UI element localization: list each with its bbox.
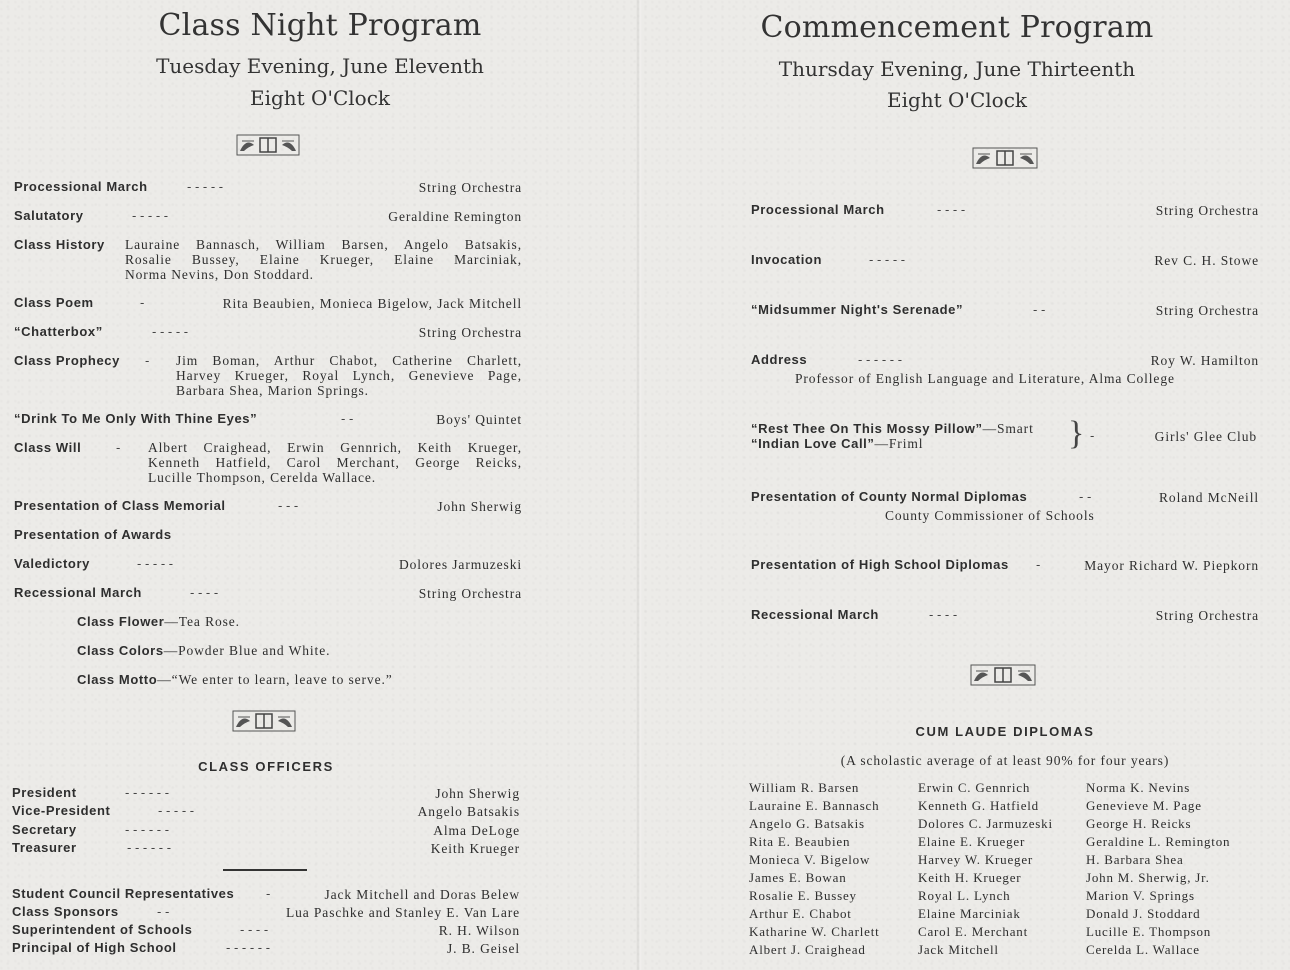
program-item-performer-line: Albert Craighead, Erwin Gennrich, Keith Krueger, <box>148 440 522 455</box>
program-item-performer: Girls' Glee Club <box>1154 429 1257 444</box>
graduate-name: Jack Mitchell <box>918 942 999 957</box>
program-item-label: Valedictory <box>14 556 90 571</box>
brace-icon: } <box>1068 415 1086 452</box>
graduate-name: Keith H. Krueger <box>918 870 1022 885</box>
program-item-performer: String Orchestra <box>1155 203 1259 218</box>
program-item-performer: Mayor Richard W. Piepkorn <box>1084 558 1259 573</box>
class-info-value: —Tea Rose. <box>164 614 240 629</box>
graduate-name: Katharine W. Charlett <box>749 924 880 939</box>
leader-dots: - - - - <box>937 202 966 217</box>
staff-title: Principal of High School <box>12 940 177 955</box>
class-night-time: Eight O'Clock <box>249 86 391 110</box>
class-info-row <box>77 643 330 659</box>
ornament-icon <box>972 147 1038 169</box>
cum-laude-note: (A scholastic average of at least 90% for four years) <box>840 753 1170 768</box>
program-item-performer: Dolores Jarmuzeski <box>398 557 522 572</box>
program-item-performer-line: Jim Boman, Arthur Chabot, Catherine Charlett, <box>176 353 522 368</box>
leader-dots: - - - - <box>929 607 958 622</box>
leader-dots: - - <box>157 904 170 919</box>
staff-title: Class Sponsors <box>12 904 119 919</box>
class-info-row <box>77 614 240 630</box>
graduate-name: Lucille E. Thompson <box>1086 924 1212 939</box>
program-item-note: Professor of English Language and Literature, Alma College <box>795 371 1175 386</box>
program-item-performers <box>125 237 522 282</box>
graduate-name: Cerelda L. Wallace <box>1086 942 1200 957</box>
program-item-composer: —Smart <box>982 421 1034 436</box>
graduate-name: Dolores C. Jarmuzeski <box>918 816 1053 831</box>
commencement-time: Eight O'Clock <box>886 88 1028 112</box>
program-item-performer-line: Rosalie Bussey, Elaine Krueger, Elaine Marciniak, <box>125 252 522 267</box>
divider <box>223 869 307 871</box>
program-item-label: “Rest Thee On This Mossy Pillow” <box>751 421 983 436</box>
class-info-row <box>77 672 393 688</box>
program-item-label: Address <box>751 352 808 367</box>
program-item-performer-line: Harvey Krueger, Royal Lynch, Genevieve Page, <box>176 368 522 383</box>
graduate-name: Norma K. Nevins <box>1086 780 1191 795</box>
program-item-label: “Chatterbox” <box>14 324 103 339</box>
program-item-label: Processional March <box>751 202 885 217</box>
program-item-performer: String Orchestra <box>1155 608 1259 623</box>
program-item-label: Invocation <box>751 252 823 267</box>
graduate-name: John M. Sherwig, Jr. <box>1086 870 1210 885</box>
program-item-label: Class Poem <box>14 295 94 310</box>
commencement-title: Commencement Program <box>760 10 1154 45</box>
leader-dots: - <box>145 353 150 368</box>
officer-title: Secretary <box>12 822 77 837</box>
program-item-label: Recessional March <box>751 607 879 622</box>
leader-dots: - - - - - <box>158 803 195 818</box>
leader-dots: - <box>1036 557 1041 572</box>
program-item-performer: Roland McNeill <box>1159 490 1259 505</box>
program-item-song <box>751 435 923 453</box>
officer-name: Alma DeLoge <box>433 823 520 838</box>
program-item-performer-line: Lauraine Bannasch, William Barsen, Angelo Batsakis, <box>125 237 522 252</box>
program-item-performer: Rev C. H. Stowe <box>1154 253 1259 268</box>
graduate-name: Erwin C. Gennrich <box>918 780 1031 795</box>
program-item-performer: John Sherwig <box>437 499 522 514</box>
program-item-performer-line: Barbara Shea, Marion Springs. <box>176 383 369 398</box>
ornament-icon <box>970 664 1036 686</box>
program-item-label: Class Prophecy <box>14 353 120 368</box>
program-item-performer: String Orchestra <box>1155 303 1259 318</box>
graduate-name: Arthur E. Chabot <box>749 906 852 921</box>
program-item-label: Processional March <box>14 179 148 194</box>
graduate-name: Geraldine L. Remington <box>1086 834 1231 849</box>
staff-name: J. B. Geisel <box>446 941 520 956</box>
leader-dots: - - - - - - <box>226 940 271 955</box>
officer-name: John Sherwig <box>435 786 520 801</box>
staff-name: Jack Mitchell and Doras Belew <box>324 887 520 902</box>
program-item-composer: —Friml <box>874 436 924 451</box>
class-info-label: Class Colors <box>77 643 164 658</box>
program-item-label: Class Will <box>14 440 82 455</box>
graduate-name: Harvey W. Krueger <box>918 852 1034 867</box>
leader-dots: - - - - - <box>132 208 169 223</box>
graduate-name: Elaine Marciniak <box>918 906 1021 921</box>
commencement-page <box>640 0 1290 970</box>
leader-dots: - - - - - - <box>858 352 903 367</box>
leader-dots: - - - - - - <box>125 822 170 837</box>
graduate-name: Marion V. Springs <box>1086 888 1195 903</box>
program-item-label: Presentation of County Normal Diplomas <box>751 489 1028 504</box>
leader-dots: - - - - - <box>137 556 174 571</box>
cum-laude-heading: CUM LAUDE DIPLOMAS <box>915 724 1095 739</box>
leader-dots: - <box>266 886 271 901</box>
program-item-label: Presentation of High School Diplomas <box>751 557 1009 572</box>
graduate-name: Lauraine E. Bannasch <box>749 798 880 813</box>
leader-dots: - - - - - <box>869 252 906 267</box>
graduate-name: Rita E. Beaubien <box>749 834 851 849</box>
graduate-name: Elaine E. Krueger <box>918 834 1026 849</box>
program-item-performer: Roy W. Hamilton <box>1150 353 1259 368</box>
graduate-name: William R. Barsen <box>749 780 860 795</box>
leader-dots: - - - - <box>190 585 219 600</box>
class-night-page <box>0 0 640 970</box>
staff-title: Student Council Representatives <box>12 886 235 901</box>
officers-heading: CLASS OFFICERS <box>198 759 334 774</box>
officer-name: Angelo Batsakis <box>417 804 520 819</box>
class-night-day: Tuesday Evening, June Eleventh <box>156 54 484 78</box>
staff-title: Superintendent of Schools <box>12 922 193 937</box>
leader-dots: - - <box>341 411 354 426</box>
leader-dots: - - <box>1033 302 1046 317</box>
leader-dots: - - - - - <box>152 324 189 339</box>
graduate-name: Genevieve M. Page <box>1086 798 1202 813</box>
program-item-label: Presentation of Awards <box>14 527 172 542</box>
program-item-performer: Geraldine Remington <box>388 209 522 224</box>
program-item-performer: Rita Beaubien, Monieca Bigelow, Jack Mitchell <box>222 296 522 311</box>
program-item-performer: Boys' Quintet <box>436 412 522 427</box>
cum-laude-column <box>749 779 880 959</box>
program-item-performer-line: Norma Nevins, Don Stoddard. <box>125 267 314 282</box>
officer-title: President <box>12 785 77 800</box>
cum-laude-column <box>1086 779 1230 959</box>
graduate-name: Royal L. Lynch <box>918 888 1011 903</box>
leader-dots: - - - - <box>240 922 269 937</box>
leader-dots: - - - - - <box>187 179 224 194</box>
leader-dots: - - - - - - <box>125 785 170 800</box>
program-item-label: Class History <box>14 237 105 252</box>
graduate-name: Angelo G. Batsakis <box>749 816 865 831</box>
ornament-icon <box>232 710 296 732</box>
program-item-performer: String Orchestra <box>418 586 522 601</box>
program-item-performers <box>176 353 522 398</box>
staff-name: R. H. Wilson <box>438 923 520 938</box>
leader-dots: - - - - - - <box>127 840 172 855</box>
program-item-label: Presentation of Class Memorial <box>14 498 226 513</box>
graduate-name: Kenneth G. Hatfield <box>918 798 1039 813</box>
class-info-value: —Powder Blue and White. <box>163 643 331 658</box>
program-item-performer-line: Lucille Thompson, Cerelda Wallace. <box>148 470 377 485</box>
program-item-performer-line: Kenneth Hatfield, Carol Merchant, George Reicks, <box>148 455 522 470</box>
leader-dots: - - <box>1079 489 1092 504</box>
program-item-note: County Commissioner of Schools <box>885 508 1095 523</box>
class-info-value: —“We enter to learn, leave to serve.” <box>157 672 393 687</box>
graduate-name: Albert J. Craighead <box>749 942 866 957</box>
officer-name: Keith Krueger <box>430 841 520 856</box>
officer-title: Treasurer <box>12 840 77 855</box>
program-item-performers <box>148 440 522 485</box>
class-info-label: Class Motto <box>77 672 158 687</box>
officer-title: Vice-President <box>12 803 111 818</box>
graduate-name: H. Barbara Shea <box>1086 852 1184 867</box>
program-item-performer: String Orchestra <box>418 325 522 340</box>
program-item-label: “Indian Love Call” <box>751 436 875 451</box>
program-item-label: “Midsummer Night's Serenade” <box>751 302 964 317</box>
program-item-label: Recessional March <box>14 585 142 600</box>
commencement-day: Thursday Evening, June Thirteenth <box>778 57 1136 81</box>
cum-laude-column <box>918 779 1053 959</box>
leader-dots: - <box>116 440 121 455</box>
leader-dots: - - - <box>278 498 299 513</box>
graduate-name: Carol E. Merchant <box>918 924 1028 939</box>
class-info-label: Class Flower <box>77 614 165 629</box>
leader-dots: - <box>140 295 145 310</box>
graduate-name: George H. Reicks <box>1086 816 1192 831</box>
program-item-label: “Drink To Me Only With Thine Eyes” <box>14 411 258 426</box>
graduate-name: Rosalie E. Bussey <box>749 888 857 903</box>
graduate-name: James E. Bowan <box>749 870 847 885</box>
leader-dots: - <box>1090 428 1095 443</box>
program-item-performer: String Orchestra <box>418 180 522 195</box>
ornament-icon <box>236 134 300 156</box>
graduate-name: Monieca V. Bigelow <box>749 852 871 867</box>
class-night-title: Class Night Program <box>158 8 482 43</box>
program-item-label: Salutatory <box>14 208 84 223</box>
graduate-name: Donald J. Stoddard <box>1086 906 1201 921</box>
staff-name: Lua Paschke and Stanley E. Van Lare <box>285 905 520 920</box>
